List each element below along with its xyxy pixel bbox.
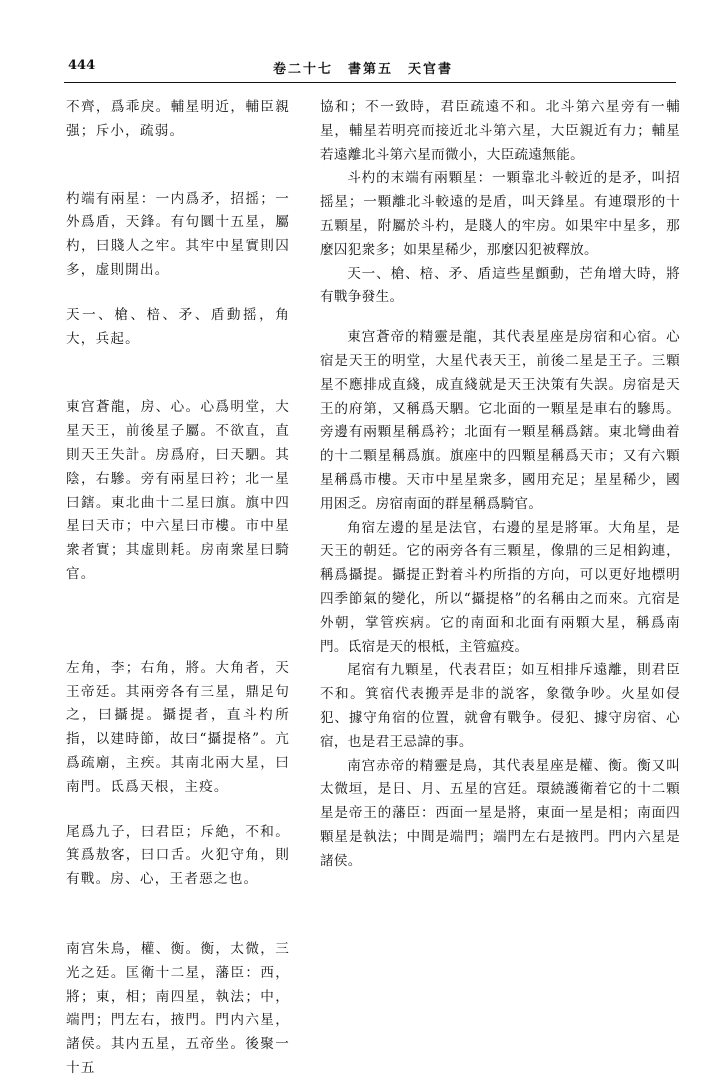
translation-paragraph: 斗杓的末端有兩顆星：一顆靠北斗較近的是矛，叫招摇星；一顆離北斗較遠的是盾，叫天鋒星。有連環形的十五顆星，附屬於斗杓，是賤人的牢房。如果牢中星多，那麼囚犯衆多；如果星稀少，那麼囚犯被釋放。 <box>320 170 680 258</box>
translation-paragraph: 角宿左邊的星是法官，右邊的星是將軍。大角星，是天王的朝廷。它的兩旁各有三顆星，像鼎的三足相鈎連，稱爲攝提。攝提正對着斗杓所指的方向，可以更好地標明四季節氣的變化，所以“攝提格”的名稱由之而來。亢宿是外朝，掌管疾病。它的南面和北面有兩顆大星，稱爲南門。氐宿是天的根柢，主管瘟疫。 <box>320 519 680 655</box>
translation-paragraph: 協和；不一致時，君臣疏遠不和。北斗第六星旁有一輔星，輔星若明亮而接近北斗第六星，大臣親近有力；輔星若遠離北斗第六星而微小，大臣疏遠無能。 <box>320 99 680 163</box>
original-paragraph: 左角，李；右角，將。大角者，天王帝廷。其兩旁各有三星，鼎足句之，曰攝提。攝提者，直斗杓所指，以建時節，故曰“攝提格”。亢爲疏廟，主疾。其南北兩大星，曰南門。氐爲天根，主疫。 <box>66 659 290 795</box>
page-number: 444 <box>68 58 96 73</box>
original-paragraph: 南宫朱鳥，權、衡。衡，太微，三光之廷。匡衛十二星，藩臣：西，將；東，相；南四星，執法；中，端門；門左右，掖門。門内六星，諸侯。其内五星，五帝坐。後聚一十五 <box>66 940 290 1076</box>
page-header <box>68 58 668 80</box>
translation-paragraph: 東宫蒼帝的精靈是龍，其代表星座是房宿和心宿。心宿是天王的明堂，大星代表天王，前後二星是王子。三顆星不應排成直綫，成直綫就是天王決策有失誤。房宿是天王的府第，又稱爲天駟。它北面的一顆星是車右的驂馬。旁邊有兩顆星稱爲衿；北面有一顆星稱爲鎋。東北彎曲着的十二顆星稱爲旗。旗座中的四顆星稱爲天市；又有六顆星稱爲市樓。天市中星星衆多，國用充足；星星稀少，國用困乏。房宿南面的群星稱爲騎官。 <box>320 329 680 512</box>
header-rule <box>64 82 676 83</box>
translation-paragraph: 天一、槍、棓、矛、盾這些星顫動，芒角增大時，將有戰争發生。 <box>320 265 680 306</box>
original-paragraph: 尾爲九子，曰君臣；斥絶，不和。箕爲敖客，曰口舌。火犯守角，則有戰。房、心，王者惡之也。 <box>66 823 290 888</box>
running-head: 卷二十七 書第五 天官書 <box>273 62 454 77</box>
original-paragraph: 天一、槍、棓、矛、盾動摇，角大，兵起。 <box>66 306 290 347</box>
translation-paragraph: 尾宿有九顆星，代表君臣；如互相排斥遠離，則君臣不和。箕宿代表搬弄是非的説客，象徵争吵。火星如侵犯、據守角宿的位置，就會有戰争。侵犯、據守房宿、心宿，也是君王忌諱的事。 <box>320 662 680 750</box>
original-text-column <box>66 96 290 1081</box>
original-paragraph: 杓端有兩星：一内爲矛，招摇；一外爲盾，天鋒。有句圜十五星，屬杓，曰賤人之牢。其牢中星實則囚多，虚則開出。 <box>66 190 290 278</box>
translation-paragraph: 南宫赤帝的精靈是鳥，其代表星座是權、衡。衡又叫太微垣，是日、月、五星的宫廷。環繞護衛着它的十二顆星是帝王的藩臣：西面一星是將，東面一星是相；南面四顆星是執法；中間是端門；端門左右是掖門。門内六星是諸侯。 <box>320 757 680 869</box>
translation-text-column <box>320 96 680 874</box>
original-paragraph: 東宫蒼龍，房、心。心爲明堂，大星天王，前後星子屬。不欲直，直則天王失計。房爲府，曰天駟。其陰，右驂。旁有兩星曰衿；北一星曰鎋。東北曲十二星曰旗。旗中四星曰天市；中六星曰市樓。市中星衆者實；其虚則耗。房南衆星曰騎官。 <box>66 399 290 582</box>
original-paragraph: 不齊，爲乖戾。輔星明近，輔臣親强；斥小，疏弱。 <box>66 99 290 139</box>
